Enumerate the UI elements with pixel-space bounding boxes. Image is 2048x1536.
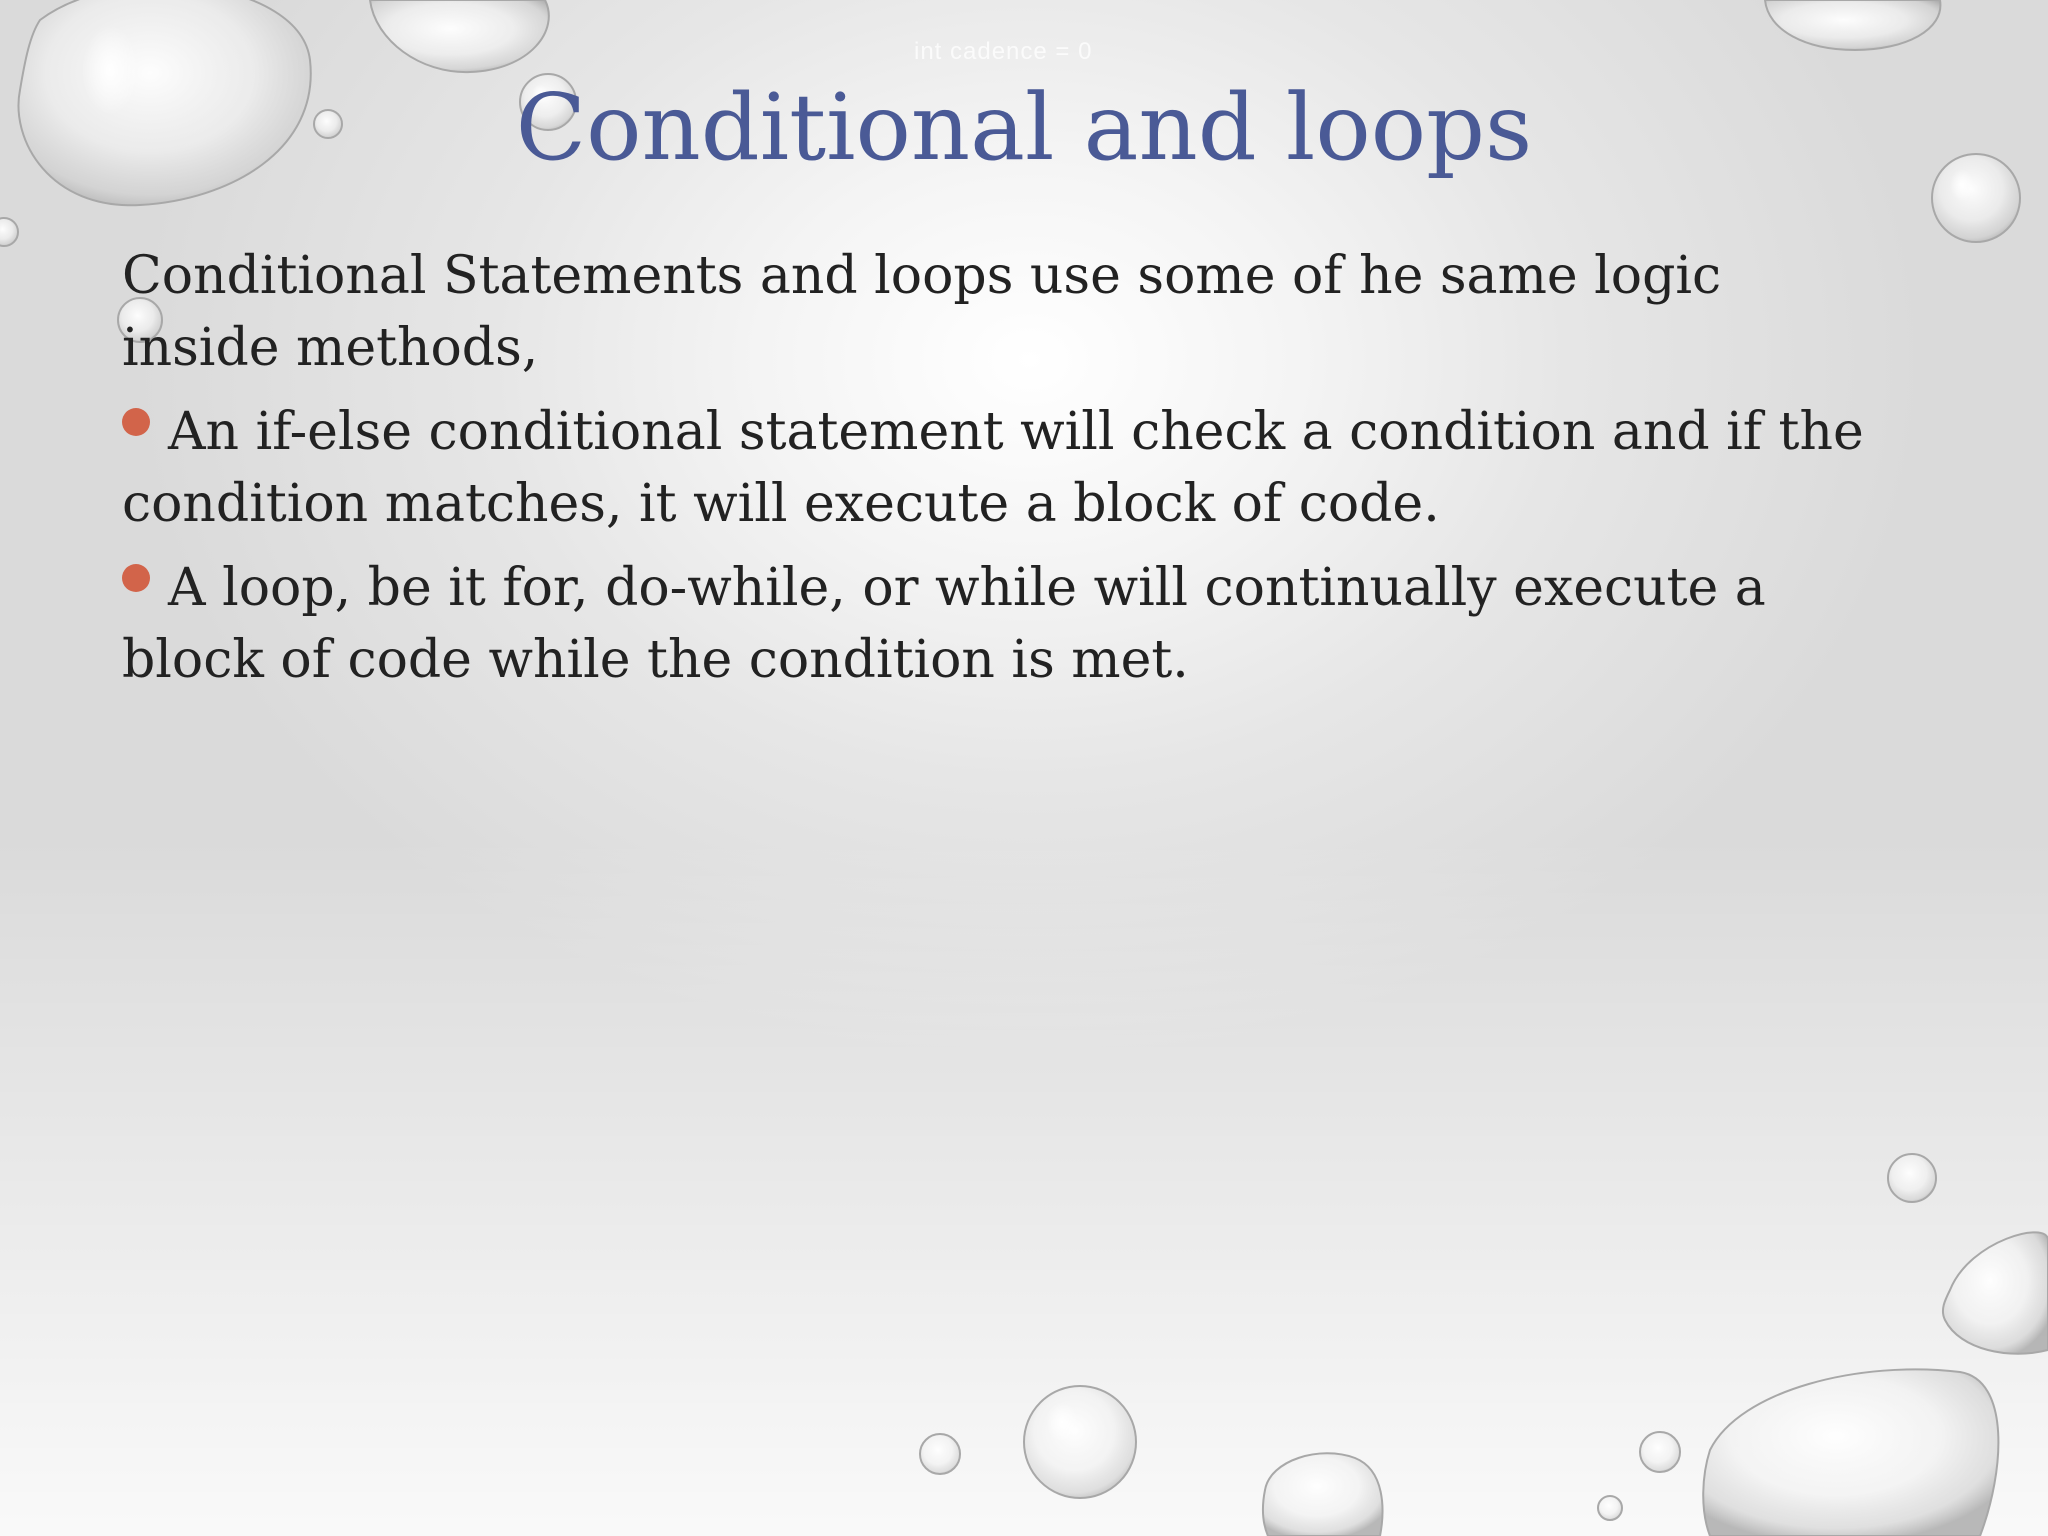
water-drop xyxy=(1263,1453,1382,1536)
bullet-item xyxy=(122,396,1882,540)
water-drop xyxy=(1703,1369,1998,1536)
water-drop xyxy=(1598,1496,1622,1520)
watermark-text: int cadence = 0 xyxy=(914,38,1093,65)
water-drop xyxy=(1640,1432,1680,1472)
water-drop xyxy=(370,0,549,72)
water-drop xyxy=(1888,1154,1936,1202)
water-drop xyxy=(1943,1232,2048,1353)
bullet-dot-icon xyxy=(122,408,150,436)
slide-title: Conditional and loops xyxy=(515,74,1533,181)
bullet-text: A loop, be it for, do-while, or while will continually execute a block of code while the condition is met. xyxy=(122,558,1766,690)
bullet-item xyxy=(122,552,1882,696)
slide-body xyxy=(122,240,1882,708)
water-drop xyxy=(1765,0,1940,50)
water-drop xyxy=(920,1434,960,1474)
bullet-dot-icon xyxy=(122,564,150,592)
water-drop xyxy=(1024,1386,1136,1498)
water-drop xyxy=(0,218,18,246)
intro-paragraph: Conditional Statements and loops use some of he same logic inside methods, xyxy=(122,246,1722,378)
bullet-text: An if-else conditional statement will check a condition and if the condition matches, it will execute a block of code. xyxy=(122,402,1864,534)
